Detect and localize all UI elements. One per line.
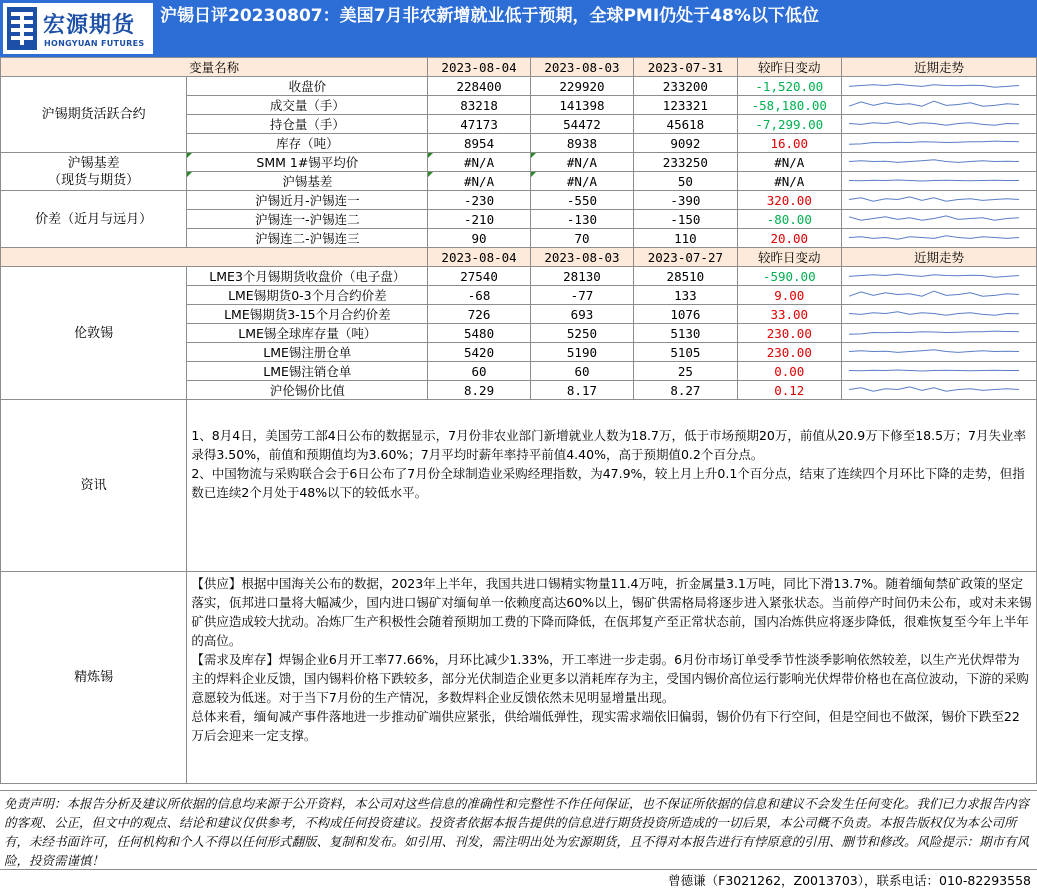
trend-cell [841, 172, 1036, 191]
trend-cell [841, 229, 1036, 248]
value-cell: 47173 [428, 115, 530, 134]
row-name: 沪锡连一-沪锡连二 [187, 210, 428, 229]
value-cell: 28130 [530, 267, 633, 286]
change-cell: #N/A [737, 172, 841, 191]
value-cell: 123321 [634, 96, 737, 115]
trend-cell [841, 362, 1036, 381]
value-cell: -150 [634, 210, 737, 229]
category-label: 价差（近月与远月） [35, 211, 153, 227]
trend-cell [841, 77, 1036, 96]
value-cell: 60 [530, 362, 633, 381]
table2-header-row [1, 248, 1037, 267]
value-cell: 233200 [634, 77, 737, 96]
news-content [187, 400, 1037, 572]
sparkline [844, 305, 1034, 323]
value-cell: 28510 [634, 267, 737, 286]
col-header-trend: 近期走势 [841, 58, 1036, 77]
change-cell: 9.00 [737, 286, 841, 305]
value-cell: -210 [428, 210, 530, 229]
col-header-change: 较昨日变动 [737, 58, 841, 77]
news-row [1, 400, 1037, 572]
trend-cell [841, 134, 1036, 153]
row-name: 沪伦锡价比值 [187, 381, 428, 400]
refined-paragraph: 【供应】根据中国海关公布的数据，2023年上半年，我国共进口锡精实物量11.4万吨，折金属量3.1万吨，同比下滑13.7%。随着缅甸禁矿政策的坚定落实，佤邦进口量将大幅减少，国内进口锡矿对缅甸单一依赖度高达60%以上，锡矿供需格局将逐步进入紧张状态。当前停产时间仍未公布，或对未来锡矿供应造成较大扰动。冶炼厂生产积极性会随着预期加工费的下降而降低，在佤邦复产至正常状态前，国内冶炼供应将逐步降低，很难恢复至今年上半年的高位。 [191, 576, 1032, 648]
row-name: LME锡期货3-15个月合约价差 [187, 305, 428, 324]
report-header [0, 0, 1037, 58]
col-header-date: 2023-08-04 [428, 248, 530, 267]
value-cell: 8.27 [634, 381, 737, 400]
data-table [0, 57, 1037, 784]
value-cell: 693 [530, 305, 633, 324]
change-cell: 230.00 [737, 324, 841, 343]
trend-cell [841, 210, 1036, 229]
table1-header-row [1, 58, 1037, 77]
category-cell [1, 153, 187, 191]
sparkline [844, 229, 1034, 247]
row-name: 收盘价 [187, 77, 428, 96]
contact-info: 曾德谦（F3021262，Z0013703），联系电话：010-82293558 [668, 873, 1031, 888]
disclaimer-text: 免责声明：本报告分析及建议所依据的信息均来源于公开资料，本公司对这些信息的准确性和完整性不作任何保证，也不保证所依据的信息和建议不会发生任何变化。我们已力求报告内容的客观、公正，但文中的观点、结论和建议仅供参考，不构成任何投资建议。投资者依据本报告提供的信息进行期货投资所造成的一切后果，本公司概不负责。本报告版权仅为本公司所有，未经书面许可，任何机构和个人不得以任何形式翻版、复制和发布。如引用、刊发，需注明出处为宏源期货，且不得对本报告进行有悖原意的引用、删节和修改。风险提示：期市有风险，投资需谨慎！ [4, 796, 1030, 868]
trend-cell [841, 115, 1036, 134]
change-cell: #N/A [737, 153, 841, 172]
value-cell: -68 [428, 286, 530, 305]
value-cell: 141398 [530, 96, 633, 115]
value-cell: -230 [428, 191, 530, 210]
sparkline [844, 286, 1034, 304]
col-header-name [1, 248, 428, 267]
sparkline [844, 324, 1034, 342]
refined-row [1, 572, 1037, 784]
change-cell: -7,299.00 [737, 115, 841, 134]
value-cell: 8.17 [530, 381, 633, 400]
change-cell: 0.12 [737, 381, 841, 400]
value-cell: 229920 [530, 77, 633, 96]
value-cell: #N/A [530, 172, 633, 191]
sparkline [844, 381, 1034, 399]
row-name: LME锡期货0-3个月合约价差 [187, 286, 428, 305]
col-header-date: 2023-08-03 [530, 58, 633, 77]
value-cell: 50 [634, 172, 737, 191]
row-name: 沪锡近月-沪锡连一 [187, 191, 428, 210]
value-cell: 8.29 [428, 381, 530, 400]
value-cell: 5480 [428, 324, 530, 343]
col-header-trend: 近期走势 [841, 248, 1036, 267]
value-cell: 60 [428, 362, 530, 381]
trend-cell [841, 324, 1036, 343]
logo-text-cn: 宏源期货 [43, 13, 136, 38]
refined-paragraph: 【需求及库存】焊锡企业6月开工率77.66%，月环比减少1.33%，开工率进一步走弱。6月份市场订单受季节性淡季影响依然较差，以生产光伏焊带为主的焊料企业反馈，国内锡料价格下跌较多，部分光伏制造企业更多以消耗库存为主，受国内锡价高位运行影响光伏焊带价格也在高位波动，下游的采购意愿较为低迷。对于当下7月份的生产情况，多数焊料企业反馈依然未见明显增量出现。 [191, 652, 1029, 705]
value-cell: 5130 [634, 324, 737, 343]
change-cell: 33.00 [737, 305, 841, 324]
sparkline [844, 191, 1034, 209]
row-name: SMM 1#锡平均价 [187, 153, 428, 172]
row-name: 持仓量（手） [187, 115, 428, 134]
news-paragraph: 2、中国物流与采购联合会于6日公布了7月份全球制造业采购经理指数，为47.9%，较上月上升0.1个百分点，结束了连续四个月环比下降的走势，但指数已连续2个月处于48%以下的较低水平。 [191, 466, 1025, 500]
change-cell: 230.00 [737, 343, 841, 362]
row-name: LME3个月锡期货收盘价（电子盘） [187, 267, 428, 286]
col-header-date: 2023-07-27 [634, 248, 737, 267]
value-cell: -130 [530, 210, 633, 229]
sparkline [844, 362, 1034, 380]
sparkline [844, 153, 1034, 171]
sparkline [844, 96, 1034, 114]
trend-cell [841, 286, 1036, 305]
trend-cell [841, 305, 1036, 324]
trend-cell [841, 343, 1036, 362]
value-cell: -550 [530, 191, 633, 210]
value-cell: 90 [428, 229, 530, 248]
value-cell: 233250 [634, 153, 737, 172]
value-cell: 45618 [634, 115, 737, 134]
row-name: LME锡注册仓单 [187, 343, 428, 362]
value-cell: #N/A [530, 153, 633, 172]
value-cell: 228400 [428, 77, 530, 96]
value-cell: 5250 [530, 324, 633, 343]
value-cell: 54472 [530, 115, 633, 134]
value-cell: 1076 [634, 305, 737, 324]
row-name: LME锡全球库存量（吨） [187, 324, 428, 343]
value-cell: 83218 [428, 96, 530, 115]
value-cell: 25 [634, 362, 737, 381]
value-cell: -390 [634, 191, 737, 210]
value-cell: 8954 [428, 134, 530, 153]
sparkline [844, 115, 1034, 133]
sparkline [844, 134, 1034, 152]
trend-cell [841, 267, 1036, 286]
value-cell: #N/A [428, 172, 530, 191]
sparkline [844, 210, 1034, 228]
contact-bar [0, 871, 1037, 891]
category-label: 沪锡基差 [67, 155, 120, 171]
col-header-date: 2023-08-04 [428, 58, 530, 77]
refined-label: 精炼锡 [1, 572, 187, 784]
value-cell: 726 [428, 305, 530, 324]
news-paragraph: 1、8月4日，美国劳工部4日公布的数据显示，7月份非农业部门新增就业人数为18.7万，低于市场预期20万，前值从20.9万下修至18.5万；7月失业率录得3.50%，前值和预期值均为3.60%；7月平均时薪年率持平前值4.40%，高于预期值0.2个百分点。 [191, 428, 1026, 462]
change-cell: -590.00 [737, 267, 841, 286]
change-cell: 320.00 [737, 191, 841, 210]
change-cell: 0.00 [737, 362, 841, 381]
company-logo [3, 3, 153, 54]
row-name: 成交量（手） [187, 96, 428, 115]
trend-cell [841, 153, 1036, 172]
value-cell: 27540 [428, 267, 530, 286]
table-row [1, 153, 1037, 172]
category-cell: 伦敦锡 [1, 267, 187, 400]
trend-cell [841, 96, 1036, 115]
row-name: 库存（吨） [187, 134, 428, 153]
sparkline [844, 77, 1034, 95]
col-header-name: 变量名称 [1, 58, 428, 77]
value-cell: 9092 [634, 134, 737, 153]
change-cell: 16.00 [737, 134, 841, 153]
table-row [1, 191, 1037, 210]
value-cell: 133 [634, 286, 737, 305]
table-row [1, 77, 1037, 96]
sparkline [844, 343, 1034, 361]
trend-cell [841, 191, 1036, 210]
change-cell: -58,180.00 [737, 96, 841, 115]
value-cell: 5105 [634, 343, 737, 362]
sparkline [844, 267, 1034, 285]
row-name: LME锡注销仓单 [187, 362, 428, 381]
col-header-change: 较昨日变动 [737, 248, 841, 267]
value-cell: 5420 [428, 343, 530, 362]
logo-mark-icon [7, 7, 37, 50]
col-header-date: 2023-07-31 [634, 58, 737, 77]
value-cell: 8938 [530, 134, 633, 153]
category-cell [1, 77, 187, 153]
logo-text-en: HONGYUAN FUTURES [44, 39, 145, 48]
change-cell: -1,520.00 [737, 77, 841, 96]
report-title: 沪锡日评20230807：美国7月非农新增就业低于预期，全球PMI仍处于48%以下低位 [160, 6, 819, 26]
change-cell: 20.00 [737, 229, 841, 248]
change-cell: -80.00 [737, 210, 841, 229]
sparkline [844, 172, 1034, 190]
category-sub: （现货与期货） [48, 172, 140, 188]
refined-paragraph: 总体来看，缅甸减产事件落地进一步推动矿端供应紧张，供给端低弹性，现实需求端依旧偏弱，锡价仍有下行空间，但是空间也不做深，锡价下跌至22万后会迎来一定支撑。 [191, 709, 1020, 743]
disclaimer-box [0, 790, 1037, 870]
value-cell: #N/A [428, 153, 530, 172]
value-cell: -77 [530, 286, 633, 305]
news-label: 资讯 [1, 400, 187, 572]
value-cell: 5190 [530, 343, 633, 362]
table-row [1, 267, 1037, 286]
col-header-date: 2023-08-03 [530, 248, 633, 267]
row-name: 沪锡基差 [187, 172, 428, 191]
refined-content [187, 572, 1037, 784]
category-label: 沪锡期货活跃合约 [41, 107, 146, 122]
trend-cell [841, 381, 1036, 400]
category-cell [1, 191, 187, 248]
value-cell: 70 [530, 229, 633, 248]
value-cell: 110 [634, 229, 737, 248]
row-name: 沪锡连二-沪锡连三 [187, 229, 428, 248]
